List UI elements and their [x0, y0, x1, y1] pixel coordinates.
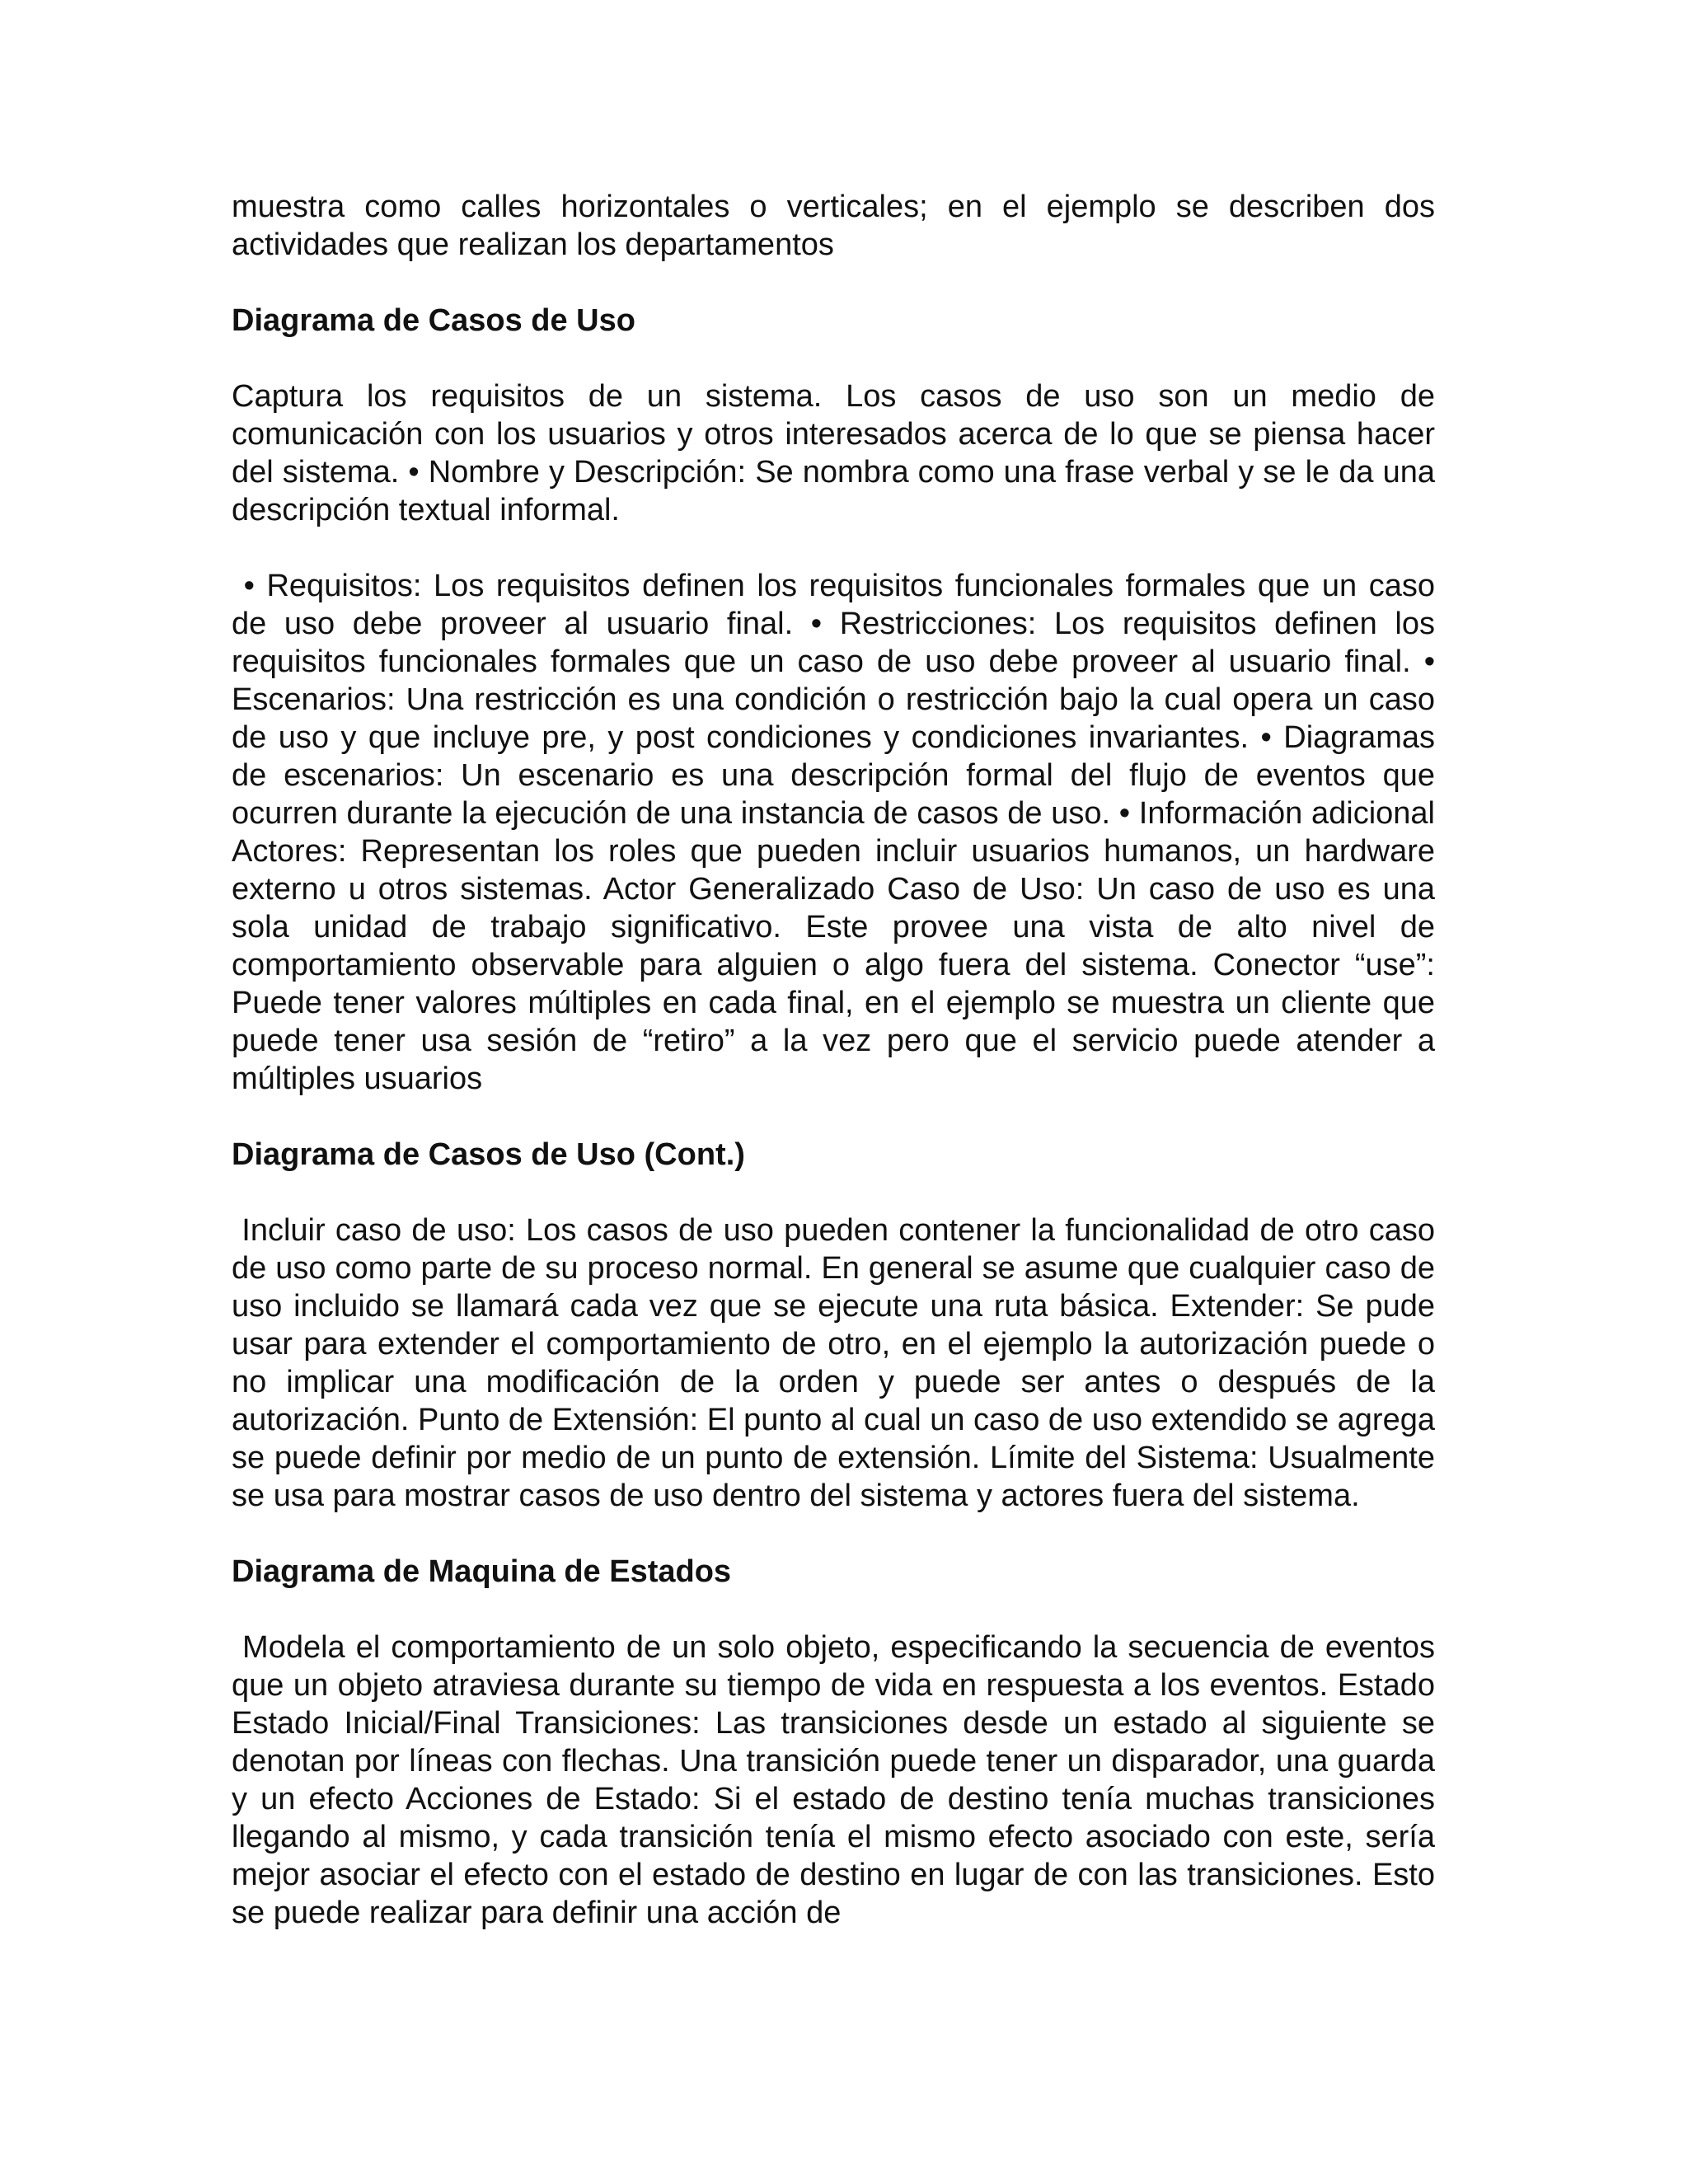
section-heading-maquina-de-estados: Diagrama de Maquina de Estados — [232, 1554, 732, 1589]
spacer — [232, 1098, 1435, 1136]
spacer — [232, 340, 1435, 377]
intro-paragraph: muestra como calles horizontales o verticales; en el ejemplo se describen dos actividades que realizan los departamentos — [232, 190, 1435, 262]
paragraph-maquina-de-estados: Modela el comportamiento de un solo objeto, especificando la secuencia de eventos que un objeto atraviesa durante su tiempo de vida en respuesta a los eventos. Estado Estado Inicial/Final Transiciones: Las transiciones desde un estado al siguiente se denotan por líneas con flechas. Una transición puede tener un disparador, una guarda y un efecto Acciones de Estado: Si el estado de destino tenía muchas transiciones llegando al mismo, y cada transición tenía el mismo efecto asociado con este, sería mejor asociar el efecto con el estado de destino en lugar de con las transiciones. Esto se puede realizar para definir una acción de — [232, 1630, 1444, 1930]
spacer — [232, 264, 1435, 302]
paragraph-casos-de-uso-1: Captura los requisitos de un sistema. Los casos de uso son un medio de comunicación con los usuarios y otros interesados acerca de lo que se piensa hacer del sistema. • Nombre y Descripción: Se nombra como una frase verbal y se le da una descripción textual informal. — [232, 379, 1444, 527]
spacer — [232, 529, 1435, 567]
section-heading-casos-de-uso: Diagrama de Casos de Uso — [232, 303, 635, 338]
paragraph-casos-de-uso-cont: Incluir caso de uso: Los casos de uso pueden contener la funcionalidad de otro caso de uso como parte de su proceso normal. En general se asume que cualquier caso de uso incluido se llamará cada vez que se ejecute una ruta básica. Extender: Se pude usar para extender el comportamiento de otro, en el ejemplo la autorización puede o no implicar una modificación de la orden y puede ser antes o después de la autorización. Punto de Extensión: El punto al cual un caso de uso extendido se agrega se puede definir por medio de un punto de extensión. Límite del Sistema: Usualmente se usa para mostrar casos de uso dentro del sistema y actores fuera del sistema. — [232, 1213, 1444, 1513]
section-heading-casos-de-uso-cont: Diagrama de Casos de Uso (Cont.) — [232, 1137, 745, 1172]
spacer — [232, 1174, 1435, 1212]
document-page — [232, 188, 1444, 1932]
spacer — [232, 1515, 1435, 1553]
paragraph-casos-de-uso-2: • Requisitos: Los requisitos definen los requisitos funcionales formales que un caso de uso debe proveer al usuario final. • Restricciones: Los requisitos definen los requisitos funcionales formales que un caso de uso debe proveer al usuario final. • Escenarios: Una restricción es una condición o restricción bajo la cual opera un caso de uso y que incluye pre, y post condiciones y condiciones invariantes. • Diagramas de escenarios: Un escenario es una descripción formal del flujo de eventos que ocurren durante la ejecución de una instancia de casos de uso. • Información adicional Actores: Representan los roles que pueden incluir usuarios humanos, un hardware externo u otros sistemas. Actor Generalizado Caso de Uso: Un caso de uso es una sola unidad de trabajo significativo. Este provee una vista de alto nivel de comportamiento observable para alguien o algo fuera del sistema. Conector “use”: Puede tener valores múltiples en cada final, en el ejemplo se muestra un cliente que puede tener usa sesión de “retiro” a la vez pero que el servicio puede atender a múltiples usuarios — [232, 569, 1444, 1096]
spacer — [232, 1591, 1435, 1629]
